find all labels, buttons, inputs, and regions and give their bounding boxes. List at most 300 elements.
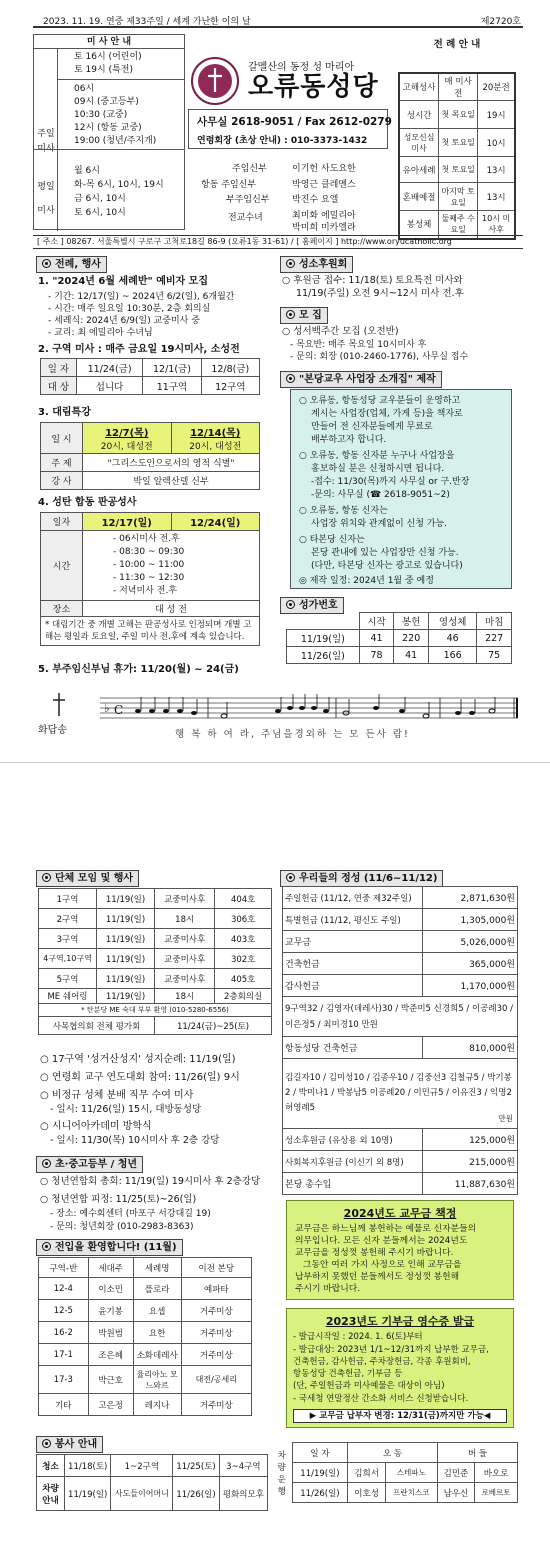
table-row <box>272 1463 518 1483</box>
text-sacrament-rows-4-2: 13시 <box>478 183 515 211</box>
text-offering-rows-0-1: 2,871,630원 <box>423 887 518 909</box>
text-sacrament-rows-5-0: 봉성체 <box>399 211 439 239</box>
text-recruit-l1: ○ 성서백주간 모집 (오전반) <box>282 326 399 337</box>
text-gyomu-lines-2: 교무금을 정성껏 봉헌해 주시기 바랍니다. <box>295 1248 454 1258</box>
text-offering-rows-2-1: 5,026,000원 <box>423 931 518 953</box>
funeral-contact: 연령회장 (초상 안내) : 010-3373-1432 <box>197 136 368 146</box>
table-row <box>283 1173 518 1195</box>
table-row <box>287 613 512 630</box>
text-bonjang-lines-0: ○ 오류동, 항동성당 교우분들이 운영하고 <box>299 396 461 406</box>
text-sacrament-rows-5-2: 10시 미사후 <box>478 211 515 239</box>
text-receipt-title: 2023년도 기부금 영수증 발급 <box>325 1315 475 1328</box>
text-liturgy-s4-date-label: 일자 <box>41 513 83 531</box>
issue-number: 제2720호 <box>480 17 521 27</box>
text-liturgy-s4-time-label: 시간 <box>41 531 83 601</box>
text-groups-rows-5-2: 18시 <box>155 989 215 1004</box>
groups-header <box>36 870 139 887</box>
text-hymn-rows-0-4: 227 <box>477 630 512 647</box>
text-sacrament-rows-5-1: 둘째주 수요일 <box>439 211 478 239</box>
table-row <box>39 1258 252 1278</box>
text-welcome-head-2: 세례명 <box>133 1258 181 1278</box>
text-sacrament-rows-4-0: 혼배예절 <box>399 183 439 211</box>
text-service-car-rows-0-4: 바오로 <box>475 1463 518 1483</box>
text-service-g1-who: 사도들이어머니 <box>111 1477 173 1511</box>
bullet-icon <box>286 259 295 268</box>
bulletin-page-2 <box>0 810 550 1560</box>
text-liturgy-s2-row-2: 11구역 <box>143 377 201 395</box>
text-welcome-rows-1-0: 12-5 <box>39 1300 89 1322</box>
text-sacrament-rows-0-1: 매 미사 전 <box>439 73 478 101</box>
text-sungso-line1: ○ 후원금 접수: 11/18(토) 토요특전 미사와 <box>282 275 463 286</box>
table-row <box>41 377 260 395</box>
text-offering-rows-4-1: 1,170,000원 <box>423 975 518 997</box>
text-groups-rows-0-2: 교중미사후 <box>155 889 215 909</box>
text-offering-rows2-2-1: 11,887,630원 <box>423 1173 518 1195</box>
text-receipt-lines-0: - 발급시작일 : 2024. 1. 6(토)부터 <box>293 1332 423 1342</box>
text-liturgy-s3-d1b: 20시, 대성전 <box>100 442 153 452</box>
text-liturgy-s3-d2b: 20시, 대성전 <box>189 442 242 452</box>
text-groups-title: 단체 모임 및 행사 <box>55 873 134 884</box>
table-row <box>37 1477 268 1511</box>
text-welcome-rows-0-3: 예파타 <box>181 1278 251 1300</box>
text-service-c1-who: 1~2구역 <box>111 1455 173 1477</box>
mass-sun-5: 19:00 (청년/주지개) <box>74 136 157 146</box>
text-liturgy-title: 전례, 행사 <box>55 259 101 270</box>
text-hymn-head-2: 봉헌 <box>394 613 429 630</box>
text-liturgy-s1-lines-1: - 시간: 매주 일요일 10:30분, 2층 회의실 <box>48 304 211 314</box>
service-header <box>36 1436 103 1453</box>
text-offering-rows-3-0: 건축헌금 <box>283 953 423 975</box>
text-sacrament-rows-0-2: 20분전 <box>478 73 515 101</box>
mass-sun-3: 10:30 (교중) <box>74 110 128 120</box>
text-offering-rows2-0-1: 125,000원 <box>423 1129 518 1151</box>
text-bonjang-lines-12: (다만, 타본당 신자는 광고로 있습니다) <box>311 561 463 571</box>
table-row <box>39 1004 272 1017</box>
table-row <box>283 1129 518 1151</box>
table-row <box>41 423 260 454</box>
text-hymn-rows-1-2: 41 <box>394 647 429 664</box>
text-hymn-rows-1-4: 75 <box>477 647 512 664</box>
table-row <box>272 1483 518 1503</box>
text-liturgy-s3-lecturer: 박일 알렉산델 신부 <box>83 472 260 490</box>
text-welcome-rows-0-0: 12-4 <box>39 1278 89 1300</box>
text-offering-rows2-0-0: 성소후원금 (유상용 외 10명) <box>283 1129 423 1151</box>
text-service-car-rows-1-3: 남우신 <box>437 1483 474 1503</box>
text-liturgy-s2-head-1: 11/24(금) <box>76 359 143 377</box>
text-liturgy-s3-topic: "그리스도인으로서의 영적 식별" <box>83 454 260 472</box>
text-welcome-rows-3-3: 거주미상 <box>181 1344 251 1366</box>
text-service-car-rows-1-0: 11/26(일) <box>292 1483 348 1503</box>
table-row <box>39 1017 272 1035</box>
text-welcome-rows-0-2: 플로라 <box>133 1278 181 1300</box>
text-bonjang-lines-10: ○ 타본당 신자는 <box>299 535 365 545</box>
text-groups-items-3: - 일시: 11/26(일) 15시, 대방동성당 <box>50 1104 202 1115</box>
text-sacrament-rows-2-0: 성모신심 미사 <box>399 129 439 157</box>
text-groups-rows-1-3: 306호 <box>215 909 272 929</box>
text-welcome-rows-2-3: 거주미상 <box>181 1322 251 1344</box>
text-welcome-title: 전입을 환영합니다! (11월) <box>55 1242 177 1253</box>
text-hymn-head-1: 시작 <box>359 613 394 630</box>
text-liturgy-s3-d1: 12/7(목) <box>105 428 149 439</box>
table-row <box>41 359 260 377</box>
text-welcome-rows-1-2: 요셉 <box>133 1300 181 1322</box>
text-youth-items-1: ○ 청년연합 피정: 11/25(토)~26(일) <box>40 1194 197 1205</box>
table-row <box>41 513 260 531</box>
table-row <box>399 183 515 211</box>
table-row <box>287 630 512 647</box>
staff-name-5: 박미희 미카엘라 <box>292 223 356 233</box>
deadline-notice: ▶ 교무금 납부자 변경: 12/31(금)까지만 가능◀ <box>293 1409 507 1423</box>
bonjang-header <box>280 371 442 388</box>
text-groups-items-0: ○ 17구역 '성거산성지' 성지순례: 11/19(일) <box>40 1054 236 1065</box>
text-sacrament-rows-2-1: 첫 토요일 <box>439 129 478 157</box>
text-recruit-l2: - 목요반: 매주 목요일 10시미사 후 <box>290 340 427 350</box>
text-gyomu-lines-0: 교무금은 하느님께 봉헌하는 예물로 신자분들의 <box>295 1224 477 1234</box>
hymn-table <box>286 612 512 664</box>
text-service-guide-label: 차량 안내 <box>37 1477 65 1511</box>
text-sacrament-rows-0-0: 고해성사 <box>399 73 439 101</box>
text-liturgy-s4-place-label: 장소 <box>41 601 83 617</box>
table-row <box>283 1037 518 1059</box>
mass-wd-4: 토 6시, 10시 <box>74 208 126 218</box>
text-youth-items-0: ○ 청년연합회 총회: 11/19(일) 19시미사 후 2층강당 <box>40 1176 261 1187</box>
text-sacrament-rows-2-2: 10시 <box>478 129 515 157</box>
text-offering-rows-4-0: 감사헌금 <box>283 975 423 997</box>
table-row <box>39 929 272 949</box>
text-welcome-rows-4-0: 17-3 <box>39 1366 89 1394</box>
text-welcome-rows-0-1: 이소민 <box>88 1278 133 1300</box>
table-row <box>283 909 518 931</box>
welcome-header <box>36 1239 183 1256</box>
text-groups-rows-4-0: 5구역 <box>39 969 97 989</box>
text-receipt-lines-5: - 국세청 연말정산 간소화 서비스 신청받습니다. <box>293 1394 469 1404</box>
text-gyomu-lines-3: 그동안 여러 가지 사정으로 인해 교무금을 <box>303 1260 462 1270</box>
text-gyomu-lines-4: 납부하지 못했던 분들께서도 정성껏 봉헌해 <box>295 1272 460 1282</box>
text-bonjang-lines-13: ◎ 제작 일정: 2024년 1월 중 예정 <box>299 576 434 586</box>
text-sacrament-rows-1-2: 19시 <box>478 101 515 129</box>
text-liturgy-s1-lines-2: - 세례식: 2024년 6/9(일) 교중미사 중 <box>48 316 200 326</box>
groups-table <box>38 888 272 1035</box>
staff-name-3: 박진수 요엘 <box>292 195 339 205</box>
text-groups-items-2: ○ 비정규 성체 분배 직무 수여 미사 <box>40 1090 194 1101</box>
text-service-car-head-3: 버 들 <box>437 1443 517 1463</box>
bullet-icon <box>42 1439 51 1448</box>
text-hymn-rows-0-1: 41 <box>359 630 394 647</box>
text-liturgy-s4-times-1: - 08:30 ~ 09:30 <box>113 547 185 557</box>
staff-role-4: 전교수녀 <box>228 213 263 223</box>
table-row <box>283 1151 518 1173</box>
text-sungso-title: 성소후원회 <box>299 259 348 270</box>
table-row <box>283 975 518 997</box>
advent-lecture-table <box>40 422 260 490</box>
office-contact-box <box>188 109 392 149</box>
svg-text:C: C <box>114 703 124 717</box>
mass-wd-2: 화-목 6시, 10시, 19시 <box>74 180 164 190</box>
bulletin-page-1 <box>0 0 550 763</box>
text-groups-rows-0-3: 404호 <box>215 889 272 909</box>
text-service-car-head-1: 오 동 <box>348 1443 437 1463</box>
text-welcome-rows-5-3: 거주미상 <box>181 1394 251 1416</box>
text-liturgy-s4-d1: 12/17(일) <box>83 513 172 531</box>
text-gyomu-lines-1: 의무입니다. 모든 신자 분들께서는 2024년도 <box>295 1236 468 1246</box>
text-service-car-rows-0-3: 김민준 <box>437 1463 474 1483</box>
mass-weekday-label: 평일 미사 <box>37 182 55 216</box>
bullet-icon <box>42 873 51 882</box>
staff-name-4: 최미화 에밀리아 <box>292 211 356 221</box>
s2-title: 2. 구역 미사 : 매주 금요일 19시미사, 소성전 <box>38 344 240 355</box>
text-welcome-rows-4-1: 박근호 <box>88 1366 133 1394</box>
text-liturgy-s1-lines-0: - 기간: 12/17(일) ~ 2024년 6/2(일), 6개월간 <box>48 292 235 302</box>
text-offering-rows-1-0: 특별헌금 (11/12, 평신도 주일) <box>283 909 423 931</box>
header-bar <box>33 12 523 28</box>
bullet-icon <box>42 1242 51 1251</box>
text-groups-rows-1-0: 2구역 <box>39 909 97 929</box>
mass-wd-3: 금 6시, 10시 <box>74 194 126 204</box>
text-groups-rows-5-0: ME 쉐어링 <box>39 989 97 1004</box>
text-groups-rows2-0-0: 사목협의회 전체 평가회 <box>39 1017 155 1035</box>
text-groups-rows-3-2: 교중미사후 <box>155 949 215 969</box>
text-liturgy-s4-note: * 대림기간 중 개별 고해는 판공성사로 인정되며 개별 고해는 평일과 토요일, 주일 미사 전.후에 계속 있습니다. <box>41 617 260 646</box>
table-row <box>41 454 260 472</box>
text-groups-rows-4-2: 교중미사후 <box>155 969 215 989</box>
table-row <box>39 1300 252 1322</box>
s1-title: 1. "2024년 6월 세례반" 예비자 모집 <box>38 276 208 287</box>
text-offering-rows-1-1: 1,305,000원 <box>423 909 518 931</box>
text-sacrament-rows-1-1: 첫 목요일 <box>439 101 478 129</box>
gyomu-box <box>286 1200 514 1300</box>
text-liturgy-s2-row-3: 12구역 <box>201 377 259 395</box>
text-receipt-lines-3: 항동성당 건축헌금, 기부금 등 <box>293 1369 403 1379</box>
text-service-g2-date: 11/26(일) <box>173 1477 219 1511</box>
text-hymn-title: 성가번호 <box>299 600 338 611</box>
text-service-title: 봉사 안내 <box>55 1439 98 1450</box>
text-service-cleaning-label: 청소 <box>37 1455 65 1477</box>
table-row <box>283 931 518 953</box>
text-welcome-rows-2-1: 박원범 <box>88 1322 133 1344</box>
bullet-icon <box>286 374 295 383</box>
mass-sat-1: 토 16시 (어린이) <box>74 52 142 62</box>
sacrament-table <box>398 72 516 240</box>
text-service-car-rows-0-1: 김희서 <box>348 1463 385 1483</box>
text-youth-items-3: - 문의: 청년회장 (010-2983-8363) <box>50 1222 194 1232</box>
district-mass-table <box>40 358 260 395</box>
text-service-g2-who: 평화의모후 <box>219 1477 267 1511</box>
mass-info-title: 미 사 안 내 <box>34 35 184 49</box>
staff-role-2: 항동 주임신부 <box>201 180 257 190</box>
text-groups-items-1: ○ 연령회 교구 연도대회 참여: 11/26(일) 9시 <box>40 1072 240 1083</box>
text-gyomu-lines-5: 주시기 바랍니다. <box>295 1284 361 1294</box>
s4-title: 4. 성탄 합동 판공성사 <box>38 497 137 508</box>
text-welcome-head-1: 세대주 <box>88 1258 133 1278</box>
text-liturgy-s4-times-3: - 11:30 ~ 12:30 <box>113 573 185 583</box>
table-row <box>283 997 518 1037</box>
text-bonjang-lines-8: ○ 오류동, 항동 신자는 <box>299 506 388 516</box>
text-liturgy-s4-times-4: - 저녁미사 전.후 <box>113 586 177 596</box>
staff-name-1: 이기헌 사도요한 <box>292 164 356 174</box>
table-row <box>39 1394 252 1416</box>
table-row <box>41 617 260 646</box>
psalm-lyrics: 행 복 하 여 라, 주님을경외하 는 모 든사 람! <box>175 729 410 740</box>
text-bonjang-lines-5: 홍보하실 분은 신청하시면 됩니다. <box>311 464 445 474</box>
text-liturgy-s4-d2: 12/24(일) <box>171 513 260 531</box>
text-welcome-rows-4-3: 대전/공세리 <box>181 1366 251 1394</box>
s5-vacation: 5. 부주임신부님 휴가: 11/20(월) ~ 24(금) <box>38 664 239 675</box>
text-bonjang-lines-7: -문의: 사무실 (☎ 2618-9051~2) <box>311 490 450 500</box>
table-row <box>39 1344 252 1366</box>
table-row <box>41 472 260 490</box>
text-liturgy-s4-times-2: - 10:00 ~ 11:00 <box>113 560 185 570</box>
text-groups-rows-1-2: 18시 <box>155 909 215 929</box>
text-groups-rows-2-1: 11/19(일) <box>97 929 155 949</box>
text-liturgy-s2-head-0: 일 자 <box>41 359 77 377</box>
table-row <box>39 1322 252 1344</box>
text-groups-items-5: - 일시: 11/30(목) 10시미사 후 2층 강당 <box>50 1135 220 1146</box>
text-sacrament-rows-3-0: 유아세례 <box>399 157 439 183</box>
text-bonjang-lines-9: 사업장 위치와 관계없이 신청 가능. <box>311 519 448 529</box>
text-youth-items-2: - 장소: 예수회센터 (마포구 서강대길 19) <box>50 1209 211 1219</box>
table-row <box>39 989 272 1004</box>
text-service-car-label: 차량 운행 <box>277 1450 286 1497</box>
table-row <box>399 157 515 183</box>
welcome-table <box>38 1257 252 1416</box>
text-bonjang-lines-3: 배부하고자 합니다. <box>311 435 387 445</box>
text-liturgy-s2-row-0: 대 상 <box>41 377 77 395</box>
text-recruit-title: 모 집 <box>299 310 322 321</box>
text-liturgy-s3-d2: 12/14(목) <box>190 428 241 439</box>
recruit-header <box>280 307 328 324</box>
text-welcome-rows-3-2: 소화데레사 <box>133 1344 181 1366</box>
mass-sunday-label: 주일 미사 <box>37 129 55 154</box>
offering-header <box>280 870 443 887</box>
table-row <box>39 1366 252 1394</box>
header-date: 2023. 11. 19. 연중 제33주일 / 세계 가난한 이의 날 <box>43 17 251 27</box>
bullet-icon <box>286 873 295 882</box>
text-hymn-head-3: 영성체 <box>429 613 477 630</box>
text-youth-title: 초·중고등부 / 청년 <box>55 1159 138 1170</box>
text-welcome-rows-4-2: 율리아노 모느와르 <box>133 1366 181 1394</box>
text-welcome-head-0: 구역-반 <box>39 1258 89 1278</box>
youth-header <box>36 1156 143 1173</box>
staff-name-2: 박영근 클레멘스 <box>292 180 356 190</box>
table-row <box>39 909 272 929</box>
text-bonjang-lines-6: -접수: 11/30(목)까지 사무실 or 구.반장 <box>311 477 470 487</box>
text-service-car-head-0: 일 자 <box>292 1443 348 1463</box>
text-groups-me-note: * 탄분당 ME 숙대 부부 환영 (010-5280-6556) <box>39 1004 272 1017</box>
office-phone: 사무실 2618-9051 / Fax 2612-0279 <box>197 116 392 128</box>
text-sacrament-rows-1-0: 성시간 <box>399 101 439 129</box>
text-bonjang-lines-11: 본당 관내에 있는 사업장만 신청 가능. <box>311 548 459 558</box>
text-offering-rows-3-1: 365,000원 <box>423 953 518 975</box>
staff-role-1: 주임신부 <box>232 164 267 174</box>
service-table <box>36 1454 268 1511</box>
text-groups-rows-2-3: 403호 <box>215 929 272 949</box>
table-row <box>39 1278 252 1300</box>
text-bonjang-lines-2: 만들어 전 신자분들에게 무료로 <box>311 422 433 432</box>
mass-wd-1: 월 6시 <box>74 166 100 176</box>
text-groups-rows-1-1: 11/19(일) <box>97 909 155 929</box>
text-welcome-rows-3-0: 17-1 <box>39 1344 89 1366</box>
text-offering-rows2-1-1: 215,000원 <box>423 1151 518 1173</box>
mass-sat-2: 토 19시 (특전) <box>74 65 133 75</box>
text-liturgy-s1-lines-3: - 교리: 최 에밀리아 수녀님 <box>48 328 153 338</box>
text-groups-rows2-0-1: 11/24(금)~25(토) <box>155 1017 272 1035</box>
text-offering-rows-2-0: 교무금 <box>283 931 423 953</box>
bonjang-box <box>290 389 512 589</box>
text-groups-rows-3-3: 302호 <box>215 949 272 969</box>
text-receipt-lines-4: (단, 주일헌금과 미사예물은 대상이 아님) <box>293 1381 445 1391</box>
text-groups-rows-0-1: 11/19(일) <box>97 889 155 909</box>
cross-icon <box>52 692 67 717</box>
text-groups-rows-3-1: 11/19(일) <box>97 949 155 969</box>
text-liturgy-s3-lecturer-label: 강 사 <box>41 472 83 490</box>
text-groups-rows-5-3: 2층회의실 <box>215 989 272 1004</box>
church-seal-icon <box>190 56 240 106</box>
text-offering-thanks: 9구역32 / 김영자(데레사)30 / 박준미5 신경희5 / 이공례30 / 이은정5 / 최미경10 만원 <box>283 997 518 1037</box>
text-groups-rows-4-1: 11/19(일) <box>97 969 155 989</box>
table-row <box>272 1443 518 1463</box>
text-bonjang-title: "본당교우 사업장 소개집" 제작 <box>299 374 436 385</box>
bullet-icon <box>42 259 51 268</box>
text-sacrament-rows-4-1: 마지막 토요일 <box>439 183 478 211</box>
text-sacrament-rows-3-1: 첫 토요일 <box>439 157 478 183</box>
offering-table <box>282 886 518 1195</box>
text-welcome-rows-1-3: 거주미상 <box>181 1300 251 1322</box>
table-row <box>283 953 518 975</box>
table-row <box>41 601 260 617</box>
text-bonjang-lines-1: 계시는 사업장(업체, 가게 등)을 책자로 <box>311 409 463 419</box>
address-bar: [ 주소 ] 08267. 서울특별시 구로구 고척로18길 86-9 (오류1동 31-61) / [ 홈페이지 ] http://www.oryucatholic.org <box>33 235 523 249</box>
text-groups-rows-0-0: 1구역 <box>39 889 97 909</box>
text-gyomu-title: 2024년도 교무금 책정 <box>343 1207 457 1220</box>
text-service-car-rows-1-2: 프란치스코 <box>385 1483 437 1503</box>
text-liturgy-s4-place: 대 성 전 <box>83 601 260 617</box>
mass-sun-1: 06시 <box>74 84 95 94</box>
text-hymn-head-4: 마침 <box>477 613 512 630</box>
text-offering-build: 810,000원 <box>423 1037 518 1059</box>
text-welcome-rows-5-1: 고은정 <box>88 1394 133 1416</box>
liturgy-header <box>36 256 107 273</box>
bullet-icon <box>42 1159 51 1168</box>
mass-sun-2: 09시 (중고등부) <box>74 97 139 107</box>
text-groups-rows-2-2: 교중미사후 <box>155 929 215 949</box>
staff-role-3: 부주임신부 <box>226 195 270 205</box>
text-service-car-rows-1-4: 로베르토 <box>475 1483 518 1503</box>
sacrament-title: 전 례 안 내 <box>433 39 481 50</box>
text-hymn-rows-0-0: 11/19(일) <box>287 630 360 647</box>
text-hymn-rows-0-2: 220 <box>394 630 429 647</box>
table-row <box>283 887 518 909</box>
table-row <box>41 531 260 601</box>
table-row <box>37 1455 268 1477</box>
text-groups-items-4: ○ 시니어아카데미 방학식 <box>40 1121 152 1132</box>
text-offering-build-label: 항동성당 건축헌금 <box>283 1037 423 1059</box>
text-hymn-rows-1-3: 166 <box>429 647 477 664</box>
table-row <box>39 969 272 989</box>
text-receipt-lines-1: - 발급대상: 2023년 1/1~12/31까지 납부한 교무금, <box>293 1345 489 1355</box>
text-welcome-head-3: 이전 본당 <box>181 1258 251 1278</box>
text-hymn-rows-0-3: 46 <box>429 630 477 647</box>
text-offering-rows2-1-0: 사회복지후원금 (이신기 외 8명) <box>283 1151 423 1173</box>
text-service-g1-date: 11/19(일) <box>65 1477 111 1511</box>
table-row <box>283 1059 518 1129</box>
text-hymn-head-0 <box>287 613 360 630</box>
text-service-c2-who: 3~4구역 <box>219 1455 267 1477</box>
text-welcome-rows-5-0: 기타 <box>39 1394 89 1416</box>
bullet-icon <box>286 310 295 319</box>
text-groups-rows-3-0: 4구역,10구역 <box>39 949 97 969</box>
church-subtitle: 갈멜산의 동정 성 마리아 <box>248 62 355 73</box>
text-service-car-rows-1-1: 이호성 <box>348 1483 385 1503</box>
